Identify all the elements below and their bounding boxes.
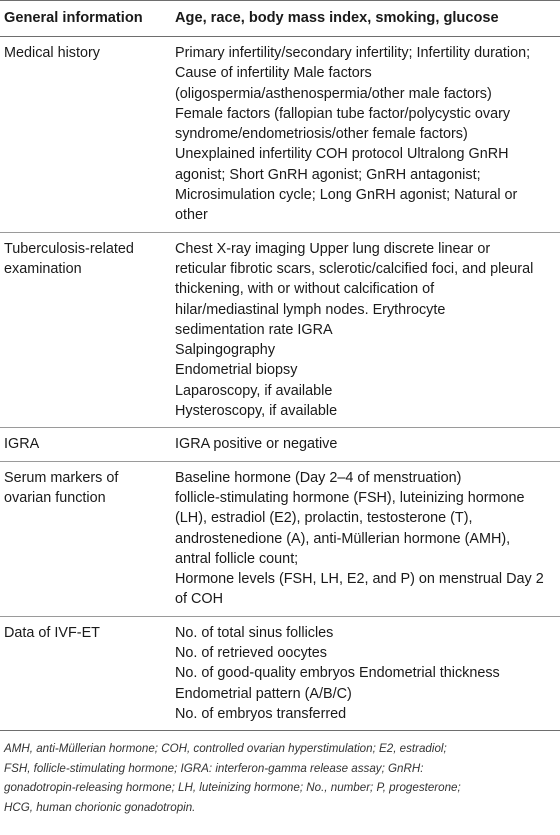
row-detail-line: other [175,207,208,224]
row-label [0,37,165,233]
row-detail-line: No. of good-quality embryos Endometrial thickness [175,665,500,682]
row-detail-line: androstenedione (A), anti-Müllerian hormone (AMH), [175,530,511,547]
row-detail-line: thickening, with or without calcification of [175,281,435,298]
row-detail-line: syndrome/endometriosis/other female factors) [175,126,468,143]
row-detail-line: No. of embryos transferred [175,705,347,722]
table-row [0,616,560,730]
row-label-line: Data of IVF-ET [4,624,100,641]
row-label-line: Medical history [4,45,100,61]
row-detail-line: agonist; Short GnRH agonist; GnRH antagonist; [175,166,481,183]
header-age-race-bmi: Age, race, body mass index, smoking, glucose [165,1,560,37]
row-detail-line: Baseline hormone (Day 2–4 of menstruation) [175,469,462,486]
footnote-line: AMH, anti-Müllerian hormone; COH, controlled ovarian hyperstimulation; E2, estradiol; [4,742,447,755]
row-details [165,461,560,616]
row-detail-line: No. of total sinus follicles [175,624,334,641]
row-label-line: Serum markers of [4,469,119,486]
row-detail-line: hilar/mediastinal lymph nodes. Erythrocyte [175,301,446,318]
row-detail-line: of COH [175,591,223,608]
row-detail-line: IGRA positive or negative [175,436,338,453]
row-detail-line: Unexplained infertility COH protocol Ultralong GnRH [175,146,509,163]
row-detail-line: Cause of infertility Male factors [175,65,372,82]
table-header-row [0,1,560,37]
footnote-line: gonadotropin-releasing hormone; LH, luteinizing hormone; No., number; P, progesterone; [4,781,461,794]
row-label-line: IGRA [4,436,40,453]
row-detail-line: follicle-stimulating hormone (FSH), luteinizing hormone [175,489,525,506]
row-label [0,428,165,461]
table-row [0,232,560,428]
row-detail-line: (oligospermia/asthenospermia/other male factors) [175,85,492,102]
row-details [165,616,560,730]
table-footnote [4,739,560,817]
row-detail-line: Female factors (fallopian tube factor/polycystic ovary [175,105,511,122]
row-detail-line: sedimentation rate IGRA [175,321,333,338]
footnote-line: HCG, human chorionic gonadotropin. [4,800,196,814]
row-label [0,616,165,730]
row-details [165,232,560,428]
row-details [165,37,560,233]
row-detail-line: (LH), estradiol (E2), prolactin, testosterone (T), [175,510,473,527]
row-label-line: ovarian function [4,489,106,506]
footnote-line: FSH, follicle-stimulating hormone; IGRA: interferon-gamma release assay; GnRH: [4,761,424,775]
row-detail-line: Primary infertility/secondary infertility; Infertility duration; [175,45,531,61]
row-label-line: examination [4,260,82,277]
row-detail-line: Hormone levels (FSH, LH, E2, and P) on menstrual Day 2 [175,571,544,588]
row-detail-line: Laparoscopy, if available [175,382,333,399]
row-detail-line: Chest X-ray imaging Upper lung discrete linear or [175,240,491,257]
row-details [165,428,560,461]
row-label [0,232,165,428]
row-detail-line: Endometrial pattern (A/B/C) [175,685,352,702]
row-detail-line: Salpingography [175,342,276,359]
row-detail-line: No. of retrieved oocytes [175,645,327,662]
row-detail-line: antral follicle count; [175,550,299,567]
row-label-line: Tuberculosis-related [4,240,134,257]
table-row [0,461,560,616]
table-row [0,428,560,461]
row-detail-line: Hysteroscopy, if available [175,403,338,420]
row-detail-line: Endometrial biopsy [175,362,298,379]
row-label [0,461,165,616]
header-general-information: General information [0,1,165,37]
table-body [0,37,560,731]
row-detail-line: Microsimulation cycle; Long GnRH agonist; Natural or [175,187,518,204]
row-detail-line: reticular fibrotic scars, sclerotic/calcified foci, and pleural [175,260,534,277]
table-row [0,37,560,233]
